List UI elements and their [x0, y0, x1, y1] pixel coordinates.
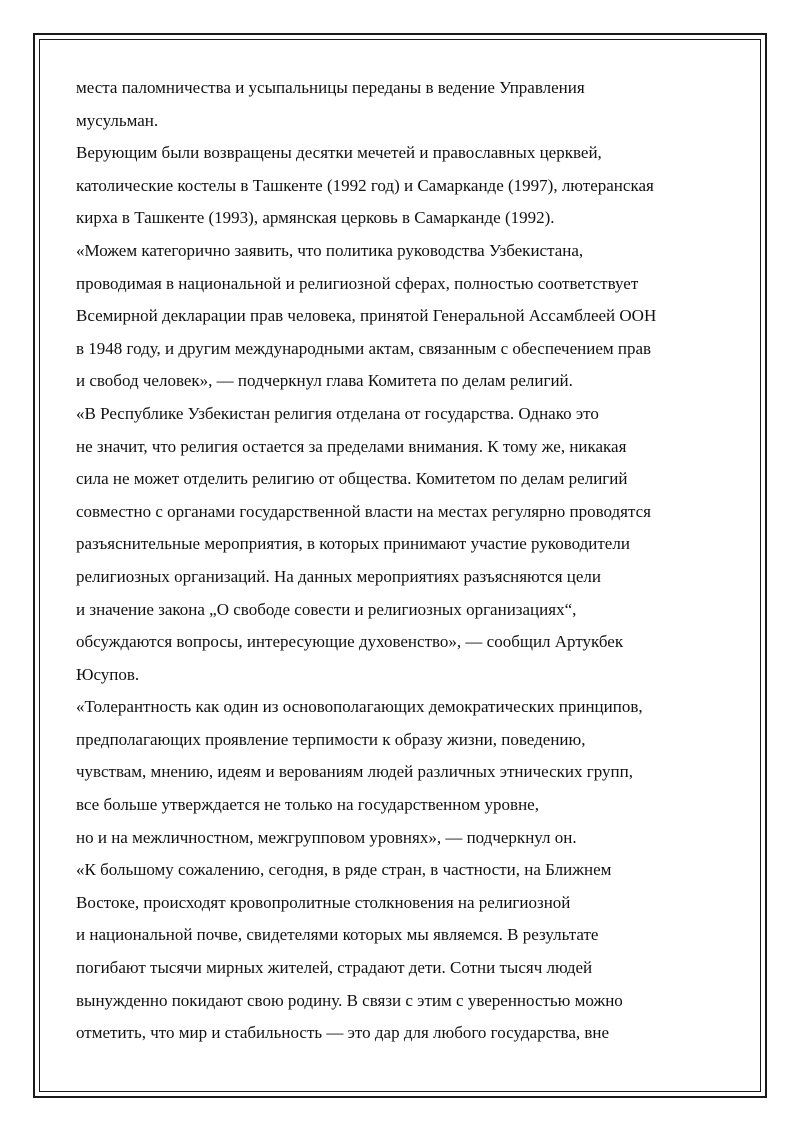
- text-line: «Можем категорично заявить, что политика руководства Узбекистана,: [76, 240, 584, 260]
- text-line: и значение закона „О свободе совести и религиозных организациях“,: [76, 599, 577, 619]
- text-line: и свобод человек», — подчеркнул глава Комитета по делам религий.: [76, 371, 573, 391]
- text-line: в 1948 году, и другим международными актам, связанным с обеспечением прав: [76, 338, 652, 358]
- text-line: проводимая в национальной и религиозной сферах, полностью соответствует: [76, 273, 639, 293]
- text-line: вынужденно покидают свою родину. В связи с этим с уверенностью можно: [76, 990, 623, 1010]
- text-line: совместно с органами государственной власти на местах регулярно проводятся: [76, 501, 651, 521]
- text-line: мусульман.: [76, 110, 159, 130]
- document-body: [76, 72, 736, 1050]
- text-line: сила не может отделить религию от общества. Комитетом по делам религий: [76, 469, 628, 489]
- text-line: но и на межличностном, межгрупповом уровнях», — подчеркнул он.: [76, 827, 577, 847]
- text-line: «Толерантность как один из основополагающих демократических принципов,: [76, 697, 643, 717]
- text-line: католические костелы в Ташкенте (1992 год) и Самарканде (1997), лютеранская: [76, 175, 654, 195]
- text-line: и национальной почве, свидетелями которых мы являемся. В результате: [76, 925, 599, 945]
- text-line: погибают тысячи мирных жителей, страдают дети. Сотни тысяч людей: [76, 958, 593, 978]
- text-line: Юсупов.: [76, 664, 140, 684]
- text-line: «К большому сожалению, сегодня, в ряде стран, в частности, на Ближнем: [76, 860, 612, 880]
- text-line: разъяснительные мероприятия, в которых принимают участие руководители: [76, 534, 630, 554]
- text-line: не значит, что религия остается за пределами внимания. К тому же, никакая: [76, 436, 627, 456]
- text-line: кирха в Ташкенте (1993), армянская церковь в Самарканде (1992).: [76, 208, 555, 228]
- text-line: обсуждаются вопросы, интересующие духовенство», — сообщил Артукбек: [76, 632, 624, 652]
- text-line: Верующим были возвращены десятки мечетей и православных церквей,: [76, 143, 602, 163]
- text-line: места паломничества и усыпальницы переданы в ведение Управления: [76, 78, 585, 97]
- text-line: Востоке, происходят кровопролитные столкновения на религиозной: [76, 892, 571, 912]
- text-line: отметить, что мир и стабильность — это дар для любого государства, вне: [76, 1023, 610, 1043]
- text-line: «В Республике Узбекистан религия отделана от государства. Однако это: [76, 403, 599, 423]
- text-line: чувствам, мнению, идеям и верованиям людей различных этнических групп,: [76, 762, 633, 782]
- text-line: все больше утверждается не только на государственном уровне,: [76, 795, 539, 815]
- text-line: религиозных организаций. На данных мероприятиях разъясняются цели: [76, 566, 601, 586]
- text-line: предполагающих проявление терпимости к образу жизни, поведению,: [76, 729, 586, 749]
- text-line: Всемирной декларации прав человека, принятой Генеральной Ассамблеей ООН: [76, 306, 657, 326]
